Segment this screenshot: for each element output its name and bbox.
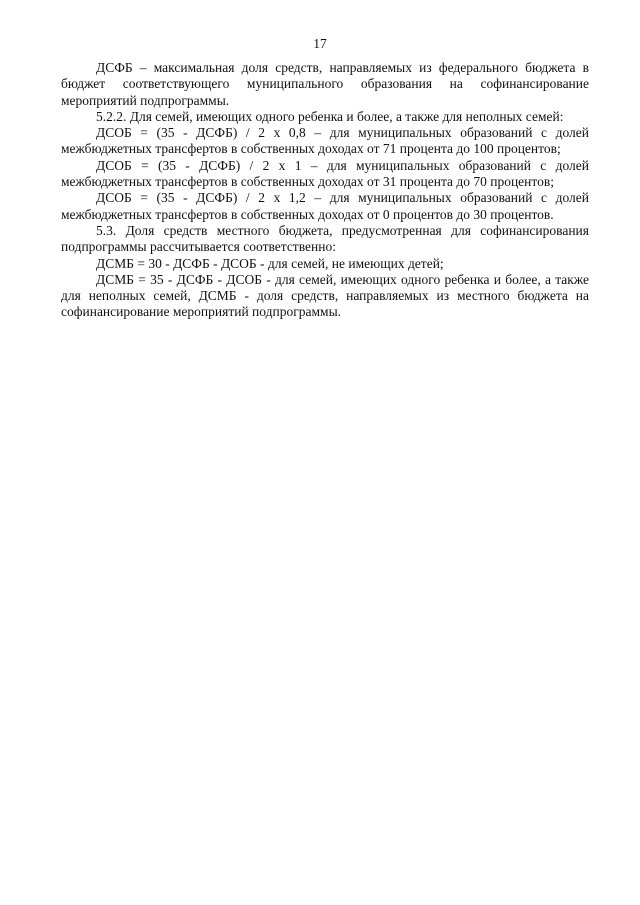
paragraph-dsob-formula-1: ДСОБ = (35 - ДСФБ) / 2 х 0,8 – для муниципальных образований с долей межбюджетных трансфертов в собственных доходах от 71 процента до 100 процентов; — [61, 125, 589, 157]
paragraph-dsfb-definition: ДСФБ – максимальная доля средств, направляемых из федерального бюджета в бюджет соответствующего муниципального образования на софинансирование мероприятий подпрограммы. — [61, 60, 589, 108]
paragraph-dsob-formula-2: ДСОБ = (35 - ДСФБ) / 2 х 1 – для муниципальных образований с долей межбюджетных трансфертов в собственных доходах от 31 процента до 70 процентов; — [61, 157, 589, 190]
body-text — [61, 60, 589, 321]
paragraph-dsmb-formula-1: ДСМБ = 30 - ДСФБ - ДСОБ - для семей, не имеющих детей; — [96, 255, 444, 271]
paragraph-dsob-formula-3: ДСОБ = (35 - ДСФБ) / 2 х 1,2 – для муниципальных образований с долей межбюджетных трансфертов в собственных доходах от 0 процентов до 30 процентов. — [61, 190, 589, 222]
paragraph-dsmb-formula-2: ДСМБ = 35 - ДСФБ - ДСОБ - для семей, имеющих одного ребенка и более, а также для неполных семей, ДСМБ - доля средств, направляемых из местного бюджета на софинансирование мероприятий подпрограммы. — [61, 271, 589, 320]
page-number: 17 — [313, 36, 327, 51]
paragraph-5-3-heading: 5.3. Доля средств местного бюджета, предусмотренная для софинансирования подпрограммы рассчитывается соответственно: — [61, 222, 589, 255]
paragraph-5-2-2-heading: 5.2.2. Для семей, имеющих одного ребенка и более, а также для неполных семей: — [96, 108, 564, 124]
